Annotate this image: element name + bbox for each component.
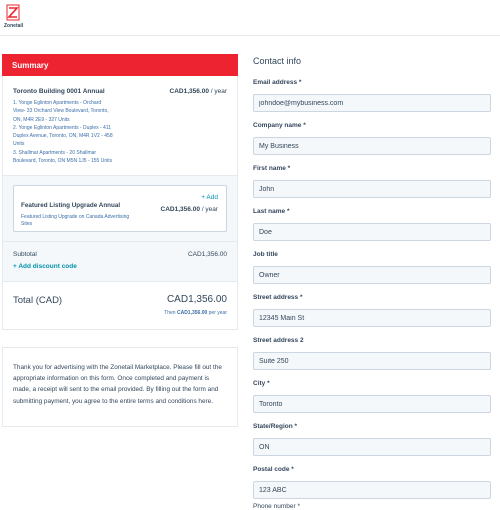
job-title-input[interactable] bbox=[253, 266, 491, 284]
terms-notice bbox=[2, 347, 238, 427]
subtotal-value: CAD1,356.00 bbox=[187, 251, 227, 259]
company-field bbox=[253, 122, 491, 155]
street-address-input[interactable] bbox=[253, 309, 491, 327]
postal-code-label: Postal code * bbox=[253, 466, 294, 473]
state-region-label: State/Region * bbox=[253, 423, 298, 430]
upgrade-description: Featured Listing Upgrade on Canada Advertising Sites bbox=[21, 214, 130, 228]
state-region-input[interactable] bbox=[253, 438, 491, 456]
last-name-label: Last name * bbox=[253, 208, 290, 215]
state-region-field bbox=[253, 423, 491, 456]
product-description-line: 1. Yonge Eglinton Apartments - Orchard bbox=[13, 100, 102, 106]
product-description-line: Units bbox=[13, 141, 25, 148]
email-label: Email address * bbox=[253, 79, 302, 86]
product-price: CAD1,356.00 / year bbox=[169, 88, 227, 95]
first-name-label: First name * bbox=[253, 165, 291, 172]
subtotal-label: Subtotal bbox=[13, 251, 37, 259]
product-description-line: Boulevard, Toronto, ON M5N 1J5 - 155 Units bbox=[13, 158, 113, 165]
email-input[interactable] bbox=[253, 94, 491, 112]
job-title-label: Job title bbox=[253, 251, 278, 258]
summary-header: Summary bbox=[2, 54, 238, 76]
product-line-item bbox=[2, 76, 238, 176]
city-input[interactable] bbox=[253, 395, 491, 413]
phone-number-label: Phone number * bbox=[253, 503, 300, 510]
logo-text: Zonetail bbox=[4, 23, 24, 29]
recurring-note: Then CAD1,356.00 per year bbox=[164, 310, 227, 317]
subtotal-section bbox=[2, 242, 238, 282]
upgrade-price: CAD1,356.00 / year bbox=[160, 206, 218, 214]
postal-code-input[interactable] bbox=[253, 481, 491, 499]
first-name-input[interactable] bbox=[253, 180, 491, 198]
zonetail-logo-icon[interactable] bbox=[6, 4, 20, 21]
postal-code-field bbox=[253, 466, 491, 499]
total-section bbox=[2, 282, 238, 330]
top-bar bbox=[0, 0, 500, 36]
city-label: City * bbox=[253, 380, 270, 387]
last-name-field bbox=[253, 208, 491, 241]
form-title: Contact info bbox=[253, 56, 302, 66]
product-description bbox=[13, 99, 141, 165]
upgrade-name: Featured Listing Upgrade Annual bbox=[21, 202, 121, 210]
upgrade-card bbox=[13, 185, 227, 232]
first-name-field bbox=[253, 165, 491, 198]
street-address-field bbox=[253, 294, 491, 327]
street-address-2-label: Street address 2 bbox=[253, 337, 304, 344]
company-label: Company name * bbox=[253, 122, 306, 129]
last-name-input[interactable] bbox=[253, 223, 491, 241]
product-description-line: 2. Yonge Eglinton Apartments - Duplex - 411 bbox=[13, 124, 112, 131]
contact-form bbox=[253, 54, 491, 473]
total-label: Total (CAD) bbox=[13, 295, 63, 307]
street-address-2-field bbox=[253, 337, 491, 370]
product-description-line: 3. Shallmar Apartments - 20 Shallmar bbox=[13, 149, 97, 156]
order-summary bbox=[2, 54, 238, 330]
total-value: CAD1,356.00 bbox=[166, 294, 227, 306]
job-title-field bbox=[253, 251, 491, 284]
product-name: Toronto Building 0001 Annual bbox=[13, 88, 105, 95]
terms-notice-text: Thank you for advertising with the Zonetail Marketplace. Please fill out the appropriate information on this form. Once completed and payment is made, a receipt will sent to the email provided. By filling out the form and submitting payment, you agree to the entire terms and conditions here. bbox=[13, 364, 222, 405]
product-description-line: View- 33 Orchard View Boulevard, Toronto, bbox=[13, 108, 109, 115]
street-address-2-input[interactable] bbox=[253, 352, 491, 370]
upgrade-section bbox=[2, 176, 238, 242]
add-discount-code-link[interactable]: + Add discount code bbox=[13, 263, 77, 271]
company-input[interactable] bbox=[253, 137, 491, 155]
product-description-line: ON, M4R 2E9 - 327 Units bbox=[13, 116, 70, 123]
street-address-label: Street address * bbox=[253, 294, 303, 301]
city-field bbox=[253, 380, 491, 413]
email-field bbox=[253, 79, 491, 112]
product-description-line: Duplex Avenue, Toronto, ON, M4R 1V2 - 458 bbox=[13, 133, 113, 140]
add-upgrade-button[interactable]: + Add bbox=[201, 194, 218, 202]
